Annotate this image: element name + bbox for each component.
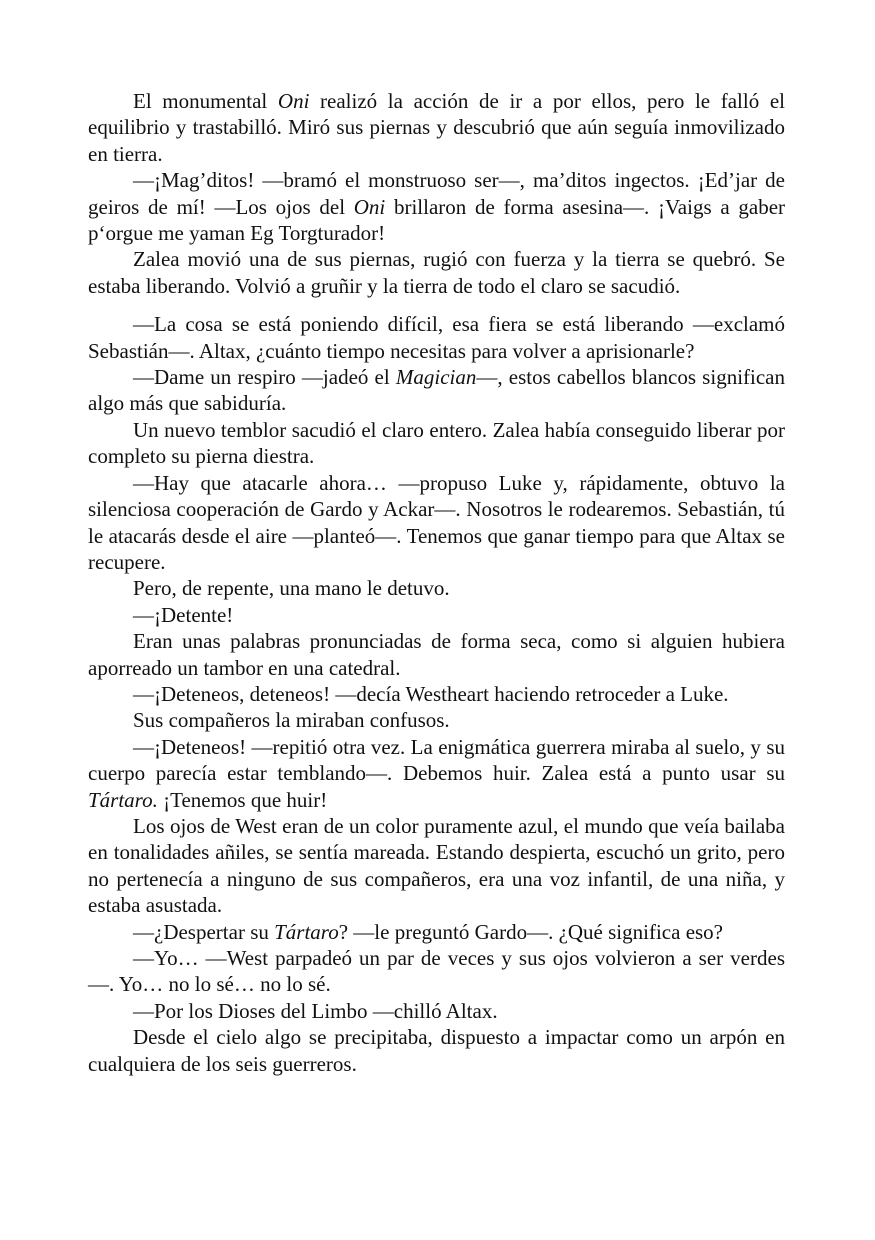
paragraph: [88, 575, 785, 601]
document-page: [88, 88, 785, 1077]
paragraph: [88, 167, 785, 246]
text-run: ? —le preguntó Gardo—. ¿Qué significa eso?: [338, 919, 724, 944]
italic-text-run: Tártaro: [274, 919, 339, 944]
text-run: —Por los Dioses del Limbo —chilló Altax.: [133, 998, 498, 1023]
text-run: —¡Detente!: [133, 602, 234, 627]
paragraph: [88, 602, 785, 628]
paragraph: [88, 311, 785, 364]
text-run: Pero, de repente, una mano le detuvo.: [133, 576, 450, 601]
paragraph: [88, 734, 785, 813]
text-run: Un nuevo temblor sacudió el claro entero. Zalea había conseguido liberar por completo su pierna diestra.: [88, 417, 785, 469]
text-run: Desde el cielo algo se precipitaba, dispuesto a impactar como un arpón en cualquiera de los seis guerreros.: [88, 1025, 785, 1076]
text-run: —¡Mag’ditos! —bramó el monstruoso ser—, ma’ditos ingectos. ¡Ed’jar de geiros de mí! —Los ojos del: [88, 168, 785, 219]
text-run: Zalea movió una de sus piernas, rugió con fuerza y la tierra se quebró. Se estaba liberando. Volvió a gruñir y la tierra de todo el claro se sacudió.: [88, 247, 785, 298]
paragraph: [88, 919, 785, 945]
text-run: —Hay que atacarle ahora… —propuso Luke y, rápidamente, obtuvo la silenciosa cooperación de Gardo y Ackar—. Nosotros le rodearemos. Sebastián, tú le atacarás desde el aire —planteó—. Tenemos que ganar tiempo para que Altax se recupere.: [88, 470, 785, 574]
paragraph: [88, 945, 785, 998]
text-run: El monumental: [133, 89, 278, 113]
paragraph: [88, 628, 785, 681]
text-run: —¡Deteneos, deteneos! —decía Westheart haciendo retroceder a Luke.: [133, 681, 729, 706]
text-run: —Yo… —West parpadeó un par de veces y sus ojos volvieron a ser verdes—. Yo… no lo sé… no lo sé.: [88, 946, 785, 997]
text-run: —¡Deteneos! —repitió otra vez. La enigmática guerrera miraba al suelo, y su cuerpo parecía estar temblando—. Debemos huir. Zalea está a punto usar su: [88, 734, 785, 786]
paragraph: [88, 813, 785, 919]
italic-text-run: Tártaro.: [88, 787, 158, 812]
italic-text-run: Magician: [395, 365, 477, 390]
paragraph: [88, 681, 785, 707]
text-run: realizó la acción de ir a por ellos, pero le falló el equilibrio y trastabilló. Miró sus piernas y descubrió que aún seguía inmovilizado en tierra.: [88, 89, 785, 166]
text-run: Los ojos de West eran de un color puramente azul, el mundo que veía bailaba en tonalidades añiles, se sentía mareada. Estando despierta, escuchó un grito, pero no pertenecía a ninguno de sus compañeros, era una voz infantil, de una niña, y estaba asustada.: [88, 813, 785, 918]
paragraph: [88, 470, 785, 576]
italic-text-run: Oni: [277, 89, 310, 113]
paragraph: [88, 88, 785, 167]
text-run: —¿Despertar su: [133, 919, 275, 944]
text-run: —Dame un respiro —jadeó el: [133, 365, 396, 390]
paragraph: [88, 246, 785, 299]
text-run: brillaron de forma asesina—. ¡Vaigs a gaber p‘orgue me yaman Eg Torgturador!: [88, 194, 786, 246]
text-run: Eran unas palabras pronunciadas de forma seca, como si alguien hubiera aporreado un tambor en una catedral.: [88, 629, 785, 680]
paragraph: [88, 1024, 785, 1077]
paragraph: [88, 707, 785, 733]
text-run: Sus compañeros la miraban confusos.: [133, 708, 450, 733]
paragraph: [88, 998, 785, 1024]
paragraph: [88, 364, 785, 417]
paragraph: [88, 417, 785, 470]
text-run: —La cosa se está poniendo difícil, esa fiera se está liberando —exclamó Sebastián—. Altax, ¿cuánto tiempo necesitas para volver a aprisionarle?: [88, 312, 785, 363]
text-run: ¡Tenemos que huir!: [157, 787, 328, 812]
italic-text-run: Oni: [353, 194, 386, 219]
text-run: —, estos cabellos blancos significan algo más que sabiduría.: [88, 365, 785, 416]
